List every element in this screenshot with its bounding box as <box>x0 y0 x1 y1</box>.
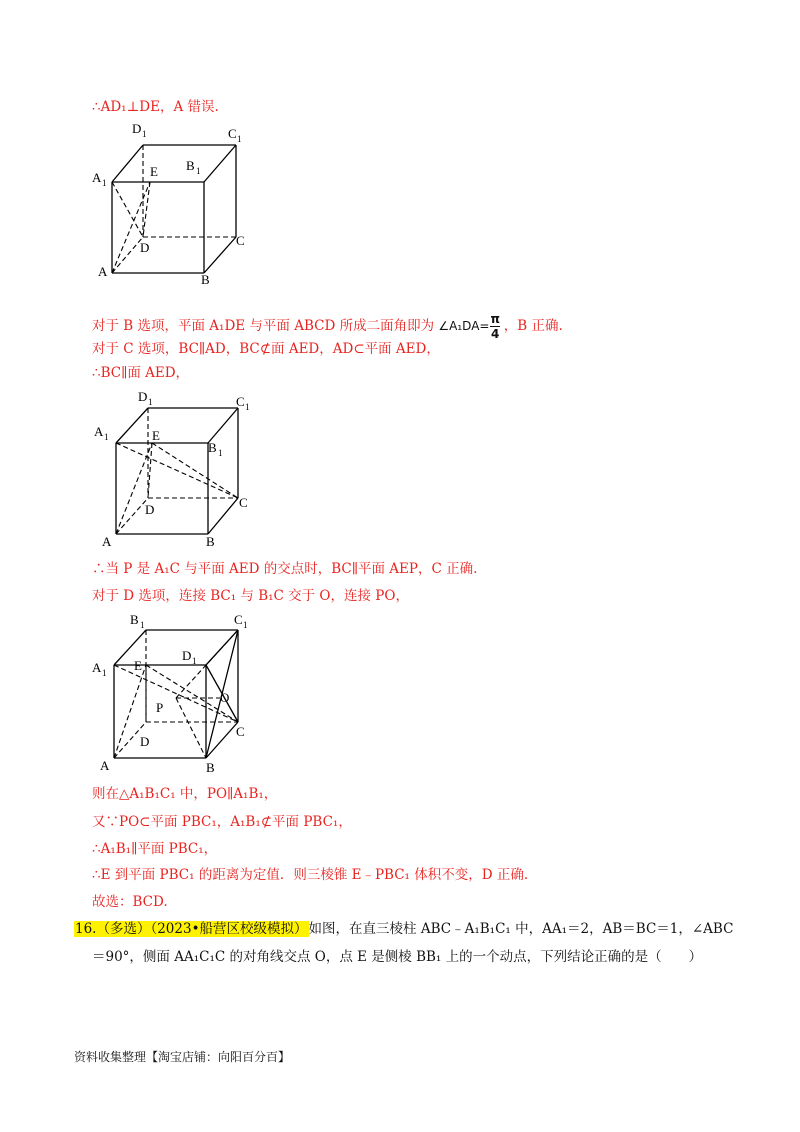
question-16-line-2: ＝90°，侧面 AA₁C₁C 的对角线交点 O，点 E 是侧棱 BB₁ 上的一个动点，下列结论正确的是（ ） <box>92 949 703 965</box>
label-E: E <box>134 658 142 673</box>
label-C1-sub: 1 <box>237 134 242 144</box>
label-D1-sub: 1 <box>192 656 197 666</box>
label-B: B <box>206 534 215 549</box>
page-footer: 资料收集整理【淘宝店铺：向阳百分百】 <box>74 1050 291 1064</box>
fraction-denominator: 4 <box>491 327 500 341</box>
label-B1-sub: 1 <box>218 448 223 458</box>
solution-line-d2: 则在△A₁B₁C₁ 中，PO∥A₁B₁， <box>92 786 278 802</box>
question-16-line-1 <box>74 920 733 938</box>
solution-line-c3: ∴当 P 是 A₁C 与平面 AED 的交点时，BC∥平面 AEP，C 正确. <box>92 561 478 577</box>
label-B: B <box>206 760 215 775</box>
label-C1-sub: 1 <box>243 620 248 630</box>
label-A1-sub: 1 <box>102 668 107 678</box>
label-B: B <box>201 272 210 287</box>
label-B1-sub: 1 <box>196 166 201 176</box>
label-A1: A <box>92 170 102 185</box>
label-B1-sub: 1 <box>140 620 145 630</box>
label-C1: C <box>236 394 245 409</box>
fraction-numerator: π <box>490 312 500 326</box>
label-D: D <box>145 502 155 517</box>
label-D1: D <box>138 389 148 404</box>
label-E: E <box>152 428 160 443</box>
label-A1: A <box>94 424 104 439</box>
angle-expression <box>438 312 503 341</box>
label-C1: C <box>234 612 243 627</box>
label-C1-sub: 1 <box>245 402 250 412</box>
label-C1: C <box>228 126 237 141</box>
solution-line-b <box>92 312 563 341</box>
fraction <box>490 312 500 341</box>
label-C: C <box>239 495 248 510</box>
label-B1: B <box>130 612 139 627</box>
label-A: A <box>102 534 112 549</box>
solution-line-c1: 对于 C 选项，BC∥AD，BC⊄面 AED，AD⊂平面 AED， <box>92 341 440 357</box>
label-A1-sub: 1 <box>102 178 107 188</box>
cube-figure-1 <box>88 118 268 288</box>
label-A: A <box>100 758 110 773</box>
solution-line-c2: ∴BC∥面 AED， <box>92 365 190 381</box>
question-text-line-1: 如图，在直三棱柱 ABC﹣A₁B₁C₁ 中，AA₁＝2，AB＝BC＝1，∠ABC <box>308 921 734 937</box>
label-E: E <box>150 164 158 179</box>
solution-line-d3: 又∵PO⊂平面 PBC₁，A₁B₁⊄平面 PBC₁， <box>92 814 352 830</box>
label-P: P <box>156 700 164 715</box>
label-B1: B <box>186 158 195 173</box>
cube-figure-3 <box>88 608 268 778</box>
cube-figure-2 <box>88 386 268 556</box>
label-D1: D <box>182 648 192 663</box>
line-b-prefix: 对于 B 选项，平面 A₁DE 与平面 ABCD 所成二面角即为 <box>92 318 435 334</box>
solution-line-d4: ∴A₁B₁∥平面 PBC₁， <box>92 841 218 857</box>
label-A: A <box>98 264 108 279</box>
solution-final-answer: 故选：BCD. <box>92 894 168 910</box>
label-D1: D <box>132 121 142 136</box>
label-D1-sub: 1 <box>148 397 153 407</box>
question-number-tag: 16.（多选）（2023•船营区校级模拟） <box>75 921 308 937</box>
solution-line-d5: ∴E 到平面 PBC₁ 的距离为定值．则三棱锥 E﹣PBC₁ 体积不变，D 正确. <box>92 867 529 883</box>
label-A1-sub: 1 <box>104 432 109 442</box>
label-C: C <box>236 724 245 739</box>
label-A1: A <box>92 660 102 675</box>
solution-line-d1: 对于 D 选项，连接 BC₁ 与 B₁C 交于 O，连接 PO， <box>92 588 409 604</box>
label-D: D <box>140 734 150 749</box>
label-C: C <box>236 233 245 248</box>
label-D1-sub: 1 <box>142 129 147 139</box>
line-b-suffix: ，B 正确. <box>503 318 563 334</box>
label-B1: B <box>208 440 217 455</box>
solution-line-a: ∴AD₁⊥DE，A 错误. <box>92 99 219 115</box>
angle-label: ∠A₁DA= <box>438 319 490 333</box>
label-D: D <box>140 240 150 255</box>
label-O: O <box>220 690 230 705</box>
